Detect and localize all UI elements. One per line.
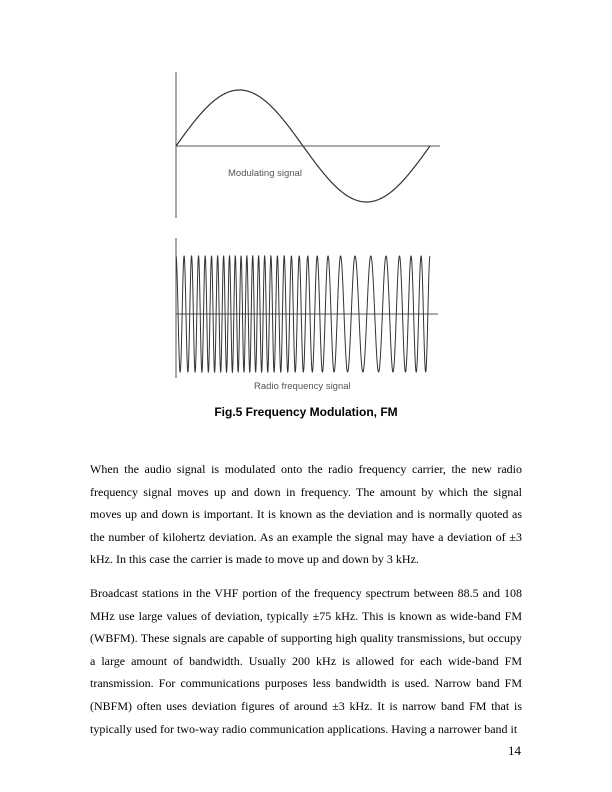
rf-signal-label: Radio frequency signal (254, 381, 351, 392)
paragraph-2: Broadcast stations in the VHF portion of the frequency spectrum between 88.5 and 108 MHz use large values of deviation, typically ±75 kHz. This is known as wide-band FM (WBFM). These signals are capable of supporting high quality transmissions, but occupy a large amount of bandwidth. Usually 200 kHz is allowed for each wide-band FM transmission. For communications purposes less bandwidth is used. Narrow band FM (NBFM) often uses deviation figures of around ±3 kHz. It is narrow band FM that is typically used for two-way radio communication applications. Having a narrower band it (90, 585, 522, 736)
paragraph-1: When the audio signal is modulated onto the radio frequency carrier, the new radio frequency signal moves up and down in frequency. The amount by which the signal moves up and down is important. It is known as the deviation and is normally quoted as the number of kilohertz deviation. As an example the signal may have a deviation of ±3 kHz. In this case the carrier is made to move up and down by 3 kHz. (90, 462, 522, 567)
modulating-signal-label: Modulating signal (228, 168, 302, 179)
body-text (90, 458, 522, 740)
figure-caption: Fig.5 Frequency Modulation, FM (214, 405, 398, 419)
page-number: 14 (508, 743, 521, 758)
